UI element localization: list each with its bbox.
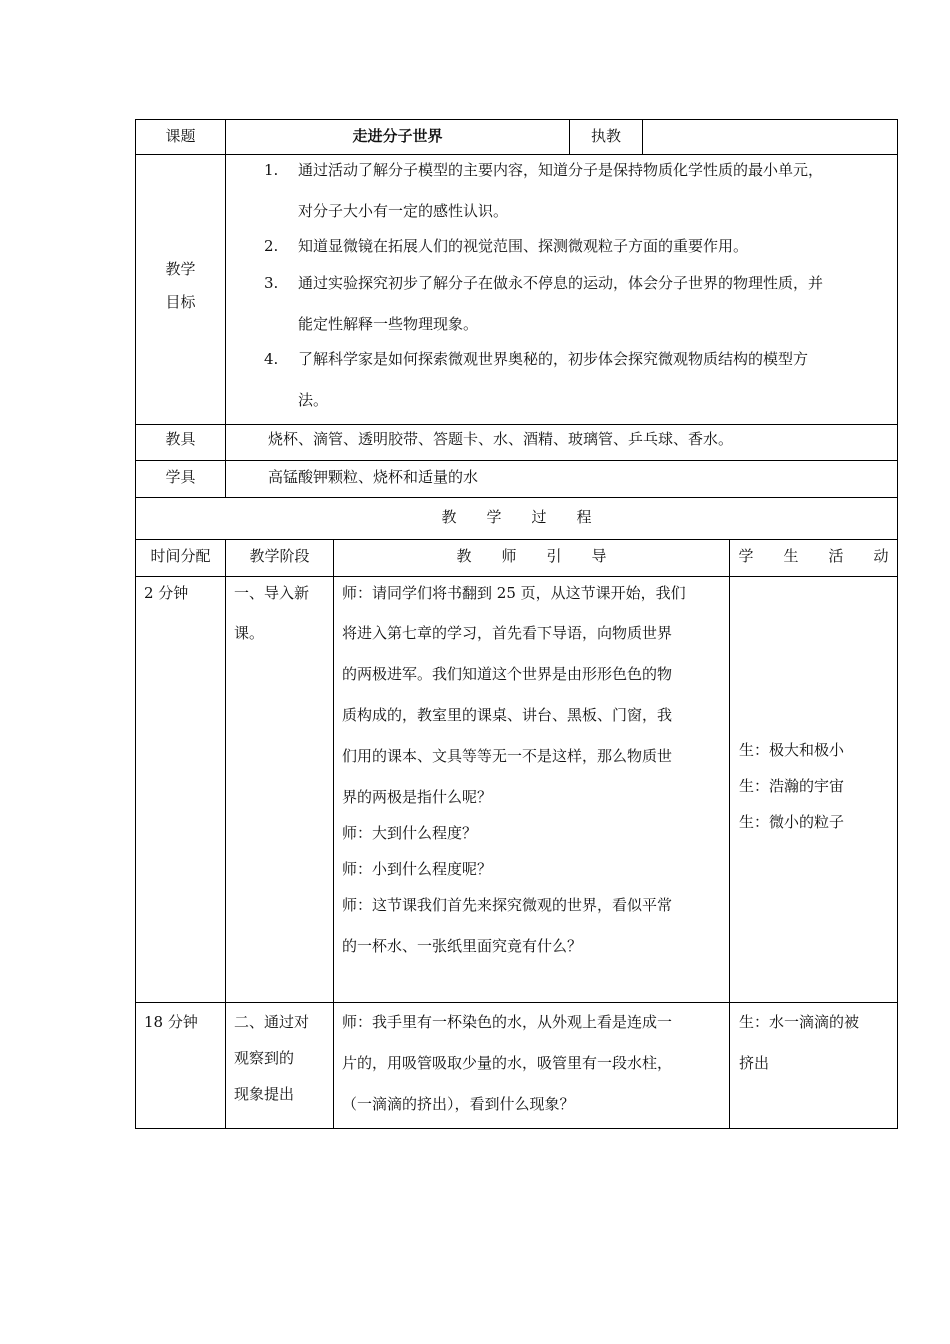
objective-text: 通过实验探究初步了解分子在做永不停息的运动，体会分子世界的物理性质，并 <box>298 274 824 292</box>
teacher-label: 执教 <box>590 127 621 145</box>
column-header-time: 时间分配 <box>150 547 211 565</box>
objective-text: 了解科学家是如何探索微观世界奥秘的，初步体会探究微观物质结构的模型方 <box>298 350 809 368</box>
column-header-stage: 教学阶段 <box>249 547 310 565</box>
teacher-guide-line: 质构成的，教室里的课桌、讲台、黑板、门窗，我 <box>342 706 673 724</box>
grid-line <box>225 119 226 497</box>
grid-line <box>333 539 334 1129</box>
teacher-guide-line: 界的两极是指什么呢？ <box>342 788 493 806</box>
time-cell: 18 分钟 <box>144 1013 198 1031</box>
grid-line <box>135 460 898 461</box>
objectives-label: 目标 <box>165 293 196 311</box>
teacher-guide-line: 师：请同学们将书翻到 25 页，从这节课开始，我们 <box>342 584 686 602</box>
teacher-guide-line: 的一杯水、一张纸里面究竟有什么？ <box>342 937 583 955</box>
objective-number: 4. <box>264 350 279 368</box>
grid-line <box>135 154 898 155</box>
teacher-guide-line: 将进入第七章的学习，首先看下导语，向物质世界 <box>342 624 673 642</box>
objective-text: 知道显微镜在拓展人们的视觉范围、探测微观粒子方面的重要作用。 <box>298 237 749 255</box>
grid-line <box>135 497 898 498</box>
grid-line <box>642 119 643 154</box>
topic-label: 课题 <box>165 127 196 145</box>
grid-line <box>135 424 898 425</box>
teacher-guide-line: （一滴滴的挤出），看到什么现象？ <box>342 1095 575 1113</box>
objective-text: 法。 <box>298 391 329 409</box>
stage-cell: 一、导入新 <box>234 584 310 602</box>
student-activity-line: 生：微小的粒子 <box>739 813 845 831</box>
teacher-guide-line: 们用的课本、文具等等无一不是这样，那么物质世 <box>342 747 673 765</box>
objectives-label: 教学 <box>165 260 196 278</box>
stage-cell: 课。 <box>234 624 265 642</box>
teacher-guide-line: 师：我手里有一杯染色的水，从外观上看是连成一 <box>342 1013 673 1031</box>
student-activity-line: 生：浩瀚的宇宙 <box>739 777 845 795</box>
objective-number: 3. <box>264 274 279 292</box>
stage-cell: 现象提出 <box>234 1085 295 1103</box>
grid-line <box>135 1002 898 1003</box>
teacher-guide-line: 的两极进军。我们知道这个世界是由形形色色的物 <box>342 665 673 683</box>
process-title: 教 学 过 程 <box>441 508 592 526</box>
learning-tools-value: 高锰酸钾颗粒、烧杯和适量的水 <box>268 468 479 486</box>
objective-number: 2. <box>264 237 279 255</box>
stage-cell: 观察到的 <box>234 1049 295 1067</box>
grid-line <box>897 119 898 1129</box>
student-activity-line: 挤出 <box>739 1054 770 1072</box>
student-activity-line: 生：水一滴滴的被 <box>739 1013 860 1031</box>
column-header-teacher-guide: 教 师 引 导 <box>456 547 607 565</box>
teaching-tools-label: 教具 <box>165 430 196 448</box>
grid-line <box>135 1128 898 1129</box>
student-activity-line: 生：极大和极小 <box>739 741 845 759</box>
topic-title: 走进分子世界 <box>352 127 443 145</box>
grid-line <box>135 539 898 540</box>
time-cell: 2 分钟 <box>144 584 189 602</box>
objective-text: 通过活动了解分子模型的主要内容，知道分子是保持物质化学性质的最小单元， <box>298 161 824 179</box>
grid-line <box>729 539 730 1129</box>
learning-tools-label: 学具 <box>165 468 196 486</box>
teacher-guide-line: 师：小到什么程度呢？ <box>342 860 493 878</box>
teacher-guide-line: 师：大到什么程度？ <box>342 824 478 842</box>
objective-text: 能定性解释一些物理现象。 <box>298 315 479 333</box>
stage-cell: 二、通过对 <box>234 1013 310 1031</box>
teacher-guide-line: 片的，用吸管吸取少量的水，吸管里有一段水柱， <box>342 1054 673 1072</box>
objective-text: 对分子大小有一定的感性认识。 <box>298 202 509 220</box>
grid-line <box>225 539 226 1129</box>
teaching-tools-value: 烧杯、滴管、透明胶带、答题卡、水、酒精、玻璃管、乒乓球、香水。 <box>268 430 734 448</box>
objective-number: 1. <box>264 161 279 179</box>
teacher-guide-line: 师：这节课我们首先来探究微观的世界，看似平常 <box>342 896 673 914</box>
column-header-student-activity: 学 生 活 动 <box>738 547 889 565</box>
grid-line <box>135 576 898 577</box>
grid-line <box>135 119 898 120</box>
